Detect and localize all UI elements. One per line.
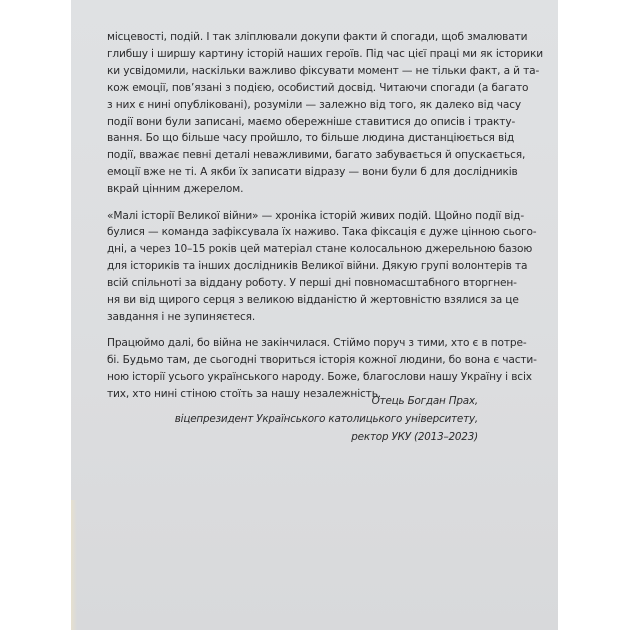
text-line: бі. Будьмо там, де сьогодні твориться історія кожної людини, бо вона є части- [107,354,537,367]
text-line: Працюймо далі, бо війна не закінчилася. Стіймо поруч з тими, хто є в потре- [107,337,527,350]
page-edge-shadow [71,500,77,630]
text-line: ки усвідомили, наскільки важливо фіксувати момент — не тільки факт, а й та- [107,64,540,77]
text-line: кож емоції, пов’язані з подією, особистий досвід. Читаючи спогади (а багато [107,81,529,94]
text-line: булися — команда зафіксувала їх наживо. Така фіксація є дуже цінною сього- [107,226,537,239]
text-line: місцевості, подій. І так зліплювали докупи факти й спогади, щоб змалювати [107,31,528,43]
signature-name: Отець Богдан Прах, [371,395,478,407]
text-line: для істориків та інших дослідників Великої війни. Дякую групі волонтерів та [107,260,528,273]
text-line: емоції вже не ті. А якби їх записати відразу — вони були б для дослідників [107,166,518,179]
text-line: «Малі історії Великої війни» — хроніка історій живих подій. Щойно події від- [107,209,525,222]
body-text [107,29,543,413]
text-line: всій спільноті за віддану роботу. У перші дні повномасштабного вторгнен- [107,277,517,290]
text-line: події вони були записані, маємо обережніше ставитися до описів і тракту- [107,115,516,128]
paragraph-1 [107,29,543,198]
paragraph-2 [107,208,537,326]
text-line: дні, а через 10–15 років цей матеріал стане колосальною джерельною базою [107,243,533,256]
text-line: ня ви від щирого серця з великою відданістю й жертовністю взялися за це [107,294,519,307]
text-line: вкрай цінним джерелом. [107,183,244,196]
text-line: з них є нині опубліковані), розуміли — залежно від того, як далеко від часу [107,98,521,111]
signature-block [175,392,478,446]
text-line: глибшу і ширшу картину історій наших героїв. Під час цієї праці ми як історики [107,47,543,60]
text-line: ною історії усього українського народу. Боже, благослови нашу Україну і всіх [107,371,532,384]
signature-title: віцепрезидент Українського католицького університету, [174,413,478,425]
book-page [71,0,558,630]
signature-role: ректор УКУ (2013–2023) [351,431,478,443]
text-line: завдання і не зупиняєтеся. [107,311,256,323]
text-line: події, вважає певні деталі неважливими, багато забувається й опускається, [107,149,526,162]
text-line: тих, хто нині стіною стоїть за нашу незалежність. [107,388,382,401]
text-line: вання. Бо що більше часу пройшло, то більше людина дистанціюється від [107,132,515,145]
